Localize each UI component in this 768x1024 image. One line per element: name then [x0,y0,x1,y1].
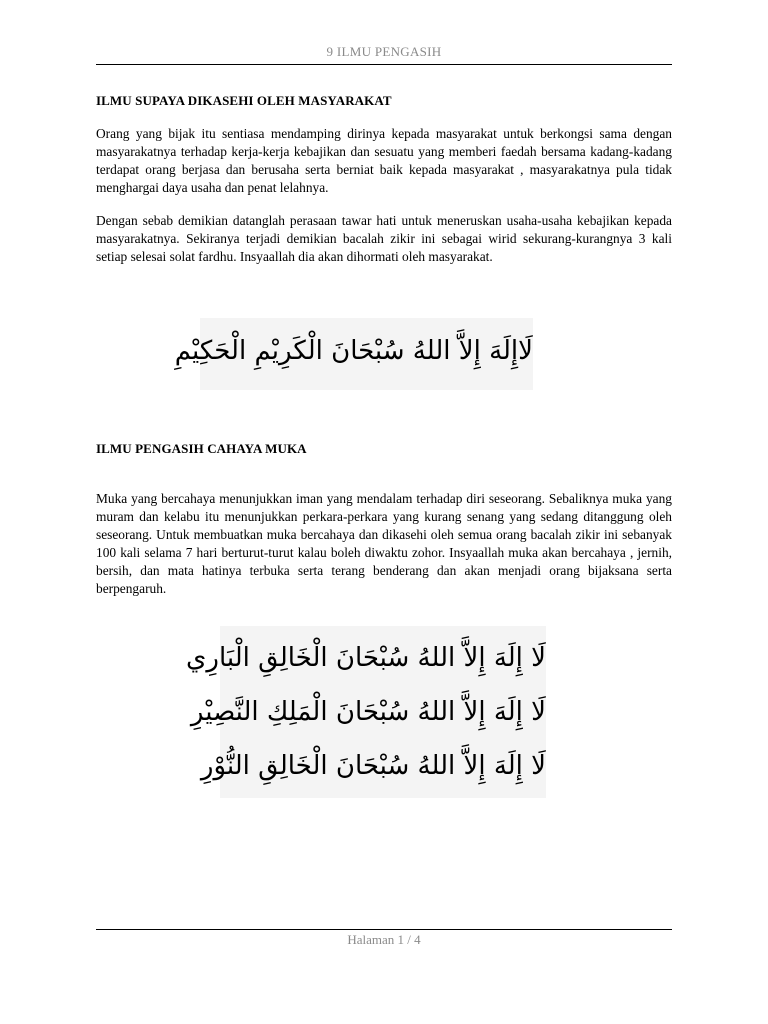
header-divider [96,64,672,65]
section-paragraph: Orang yang bijak itu sentiasa mendamping dirinya kepada masyarakat untuk berkongsi sama dengan masyarakatnya terhadap kerja-kerja kebajikan dan sesuatu yang memberi faedah bersama kadang-kadang terdapat orang berjasa dan berusaha serta berniat baik kepada masyarakat , masyarakatnya pula tidak menghargai daya usaha dan penat lelahnya. [96,126,672,195]
section-heading: ILMU SUPAYA DIKASEHI OLEH MASYARAKAT [96,93,392,108]
arabic-zikir-line: لَا إِلَهَ إِلاَّ اللهُ سُبْحَانَ الْمَلِكِ النَّصِيْرِ [190,697,546,727]
arabic-zikir-image [186,626,546,798]
document-header-title: 9 ILMU PENGASIH [326,44,442,59]
arabic-zikir-line: لَا إِلَهَ إِلاَّ اللهُ سُبْحَانَ الْخَالِقِ الْبَارِي [186,643,546,673]
page-number: Halaman 1 / 4 [347,932,421,947]
arabic-zikir-line: لَاإِلَهَ إِلاَّ اللهُ سُبْحَانَ الْكَرِيْمِ الْحَكِيْمِ [174,336,533,366]
section-heading: ILMU PENGASIH CAHAYA MUKA [96,441,307,456]
footer-divider [96,929,672,930]
arabic-zikir-line: لَا إِلَهَ إِلاَّ اللهُ سُبْحَانَ الْخَالِقِ النُّوْرِ [200,751,546,781]
arabic-zikir-image [174,318,533,390]
section-paragraph: Dengan sebab demikian datanglah perasaan tawar hati untuk meneruskan usaha-usaha kebajikan kepada masyarakatnya. Sekiranya terjadi demikian bacalah zikir ini sebagai wirid sekurang-kurangnya 3 kali setiap selesai solat fardhu. Insyaallah dia akan dihormati oleh masyarakat. [96,213,672,264]
section-paragraph: Muka yang bercahaya menunjukkan iman yang mendalam terhadap diri seseorang. Sebaliknya muka yang muram dan kelabu itu menunjukkan perkara-perkara yang kurang senang yang sedang ditanggung oleh seseorang. Untuk membuatkan muka bercahaya dan dikasehi oleh semua orang bacalah zikir ini sebanyak 100 kali selama 7 hari berturut-turut kalau boleh diwaktu zohor. Insyaallah muka akan bercahaya , jernih, bersih, dan mata hatinya terbuka serta terang benderang dan akan menjadi orang bijaksana serta berpengaruh. [96,491,672,596]
